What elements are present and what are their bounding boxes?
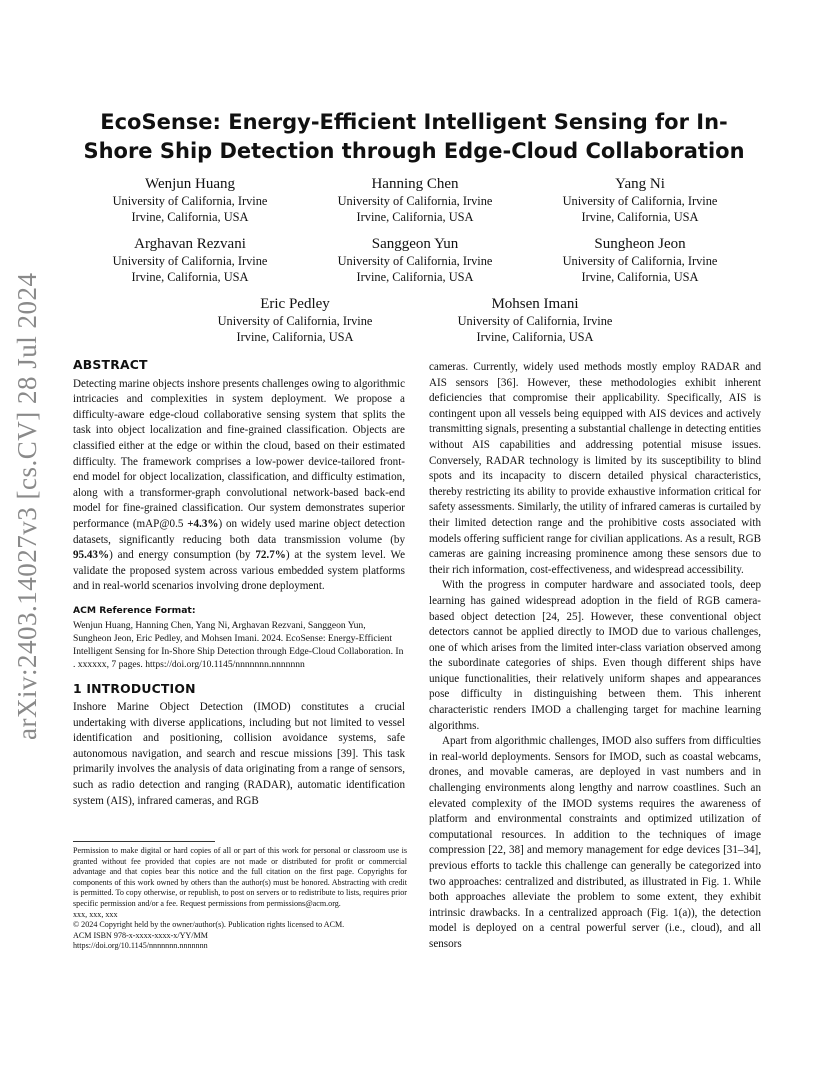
author-block <box>80 175 750 356</box>
author-card <box>530 175 750 225</box>
author-card <box>305 235 525 285</box>
author-card <box>80 235 300 285</box>
footnote-divider <box>73 841 215 842</box>
doi-line: https://doi.org/10.1145/nnnnnnn.nnnnnnn <box>73 941 208 951</box>
author-location: Irvine, California, USA <box>131 209 249 224</box>
author-location: Irvine, California, USA <box>581 269 699 284</box>
author-affiliation: University of California, Irvine <box>337 254 493 269</box>
author-card <box>425 295 645 345</box>
intro-paragraph: cameras. Currently, widely used methods mostly employ RADAR and AIS sensors [36]. However, these methodologies exhibit inherent deficiencies that compromise their applicability. Specifically, AIS is contingent upon all vessels being equipped with AIS devices and actively transmitting signals, presenting a substantial challenge in detecting entities without AIS capabilities and addressing potential misuse issues. Conversely, RADAR technology is limited by its susceptibility to blind spots and its incapacity to discern detailed physical characteristics, thereby restricting its ability to provide exhaustive information critical for safety assessments. Similarly, the utility of infrared cameras is curtailed by their limited detection range and the prohibitive costs associated with models offering sufficient range for civilian applications. As a result, RGB cameras are gaining increasing prominence among these sensors due to their rich information, cost-effectiveness, and widespread accessibility. <box>429 361 761 576</box>
arxiv-identifier: arXiv:2403.14027v3 [cs.CV] 28 Jul 2024 <box>12 272 42 740</box>
author-affiliation: University of California, Irvine <box>562 254 718 269</box>
right-column <box>429 360 761 953</box>
abstract-heading: ABSTRACT <box>73 357 148 372</box>
author-card <box>530 235 750 285</box>
author-affiliation: University of California, Irvine <box>112 194 268 208</box>
author-card <box>80 175 300 225</box>
left-column <box>73 357 405 809</box>
author-location: Irvine, California, USA <box>131 269 249 284</box>
intro-paragraph: With the progress in computer hardware and associated tools, deep learning has gained widespread adoption in the field of RGB camera-based object detection [24, 25]. However, these conventional object detectors cannot be applied directly to IMOD due to various challenges, one of which arises from the limited inter-class variation observed among the subordinate categories of ships. Even though different ships have unique functionalities, their relatively uniform shapes and appearances pose difficulty in distinguishing between them. This inherent characteristic renders IMOD a challenging target for machine learning algorithms. <box>429 579 761 732</box>
author-card <box>305 175 525 225</box>
author-name: Eric Pedley <box>260 296 330 313</box>
author-name: Mohsen Imani <box>491 296 579 313</box>
author-location: Irvine, California, USA <box>356 269 474 284</box>
map-gain: +4.3% <box>187 517 219 530</box>
intro-paragraph: Inshore Marine Object Detection (IMOD) constitutes a crucial undertaking with diverse applications, including but not limited to vessel identification and positioning, collision avoidance systems, safe autonomous navigation, and search and rescue missions [39]. This task primarily involves the analysis of data originating from a range of sensors, such as radio detection and ranging (RADAR), automatic identification system (AIS), infrared cameras, and RGB <box>73 701 405 807</box>
venue-line: xxx, xxx, xxx <box>73 909 118 919</box>
paper-title: EcoSense: Energy-Efficient Intelligent Sensing for In-Shore Ship Detection through Edge-Cloud Collaboration <box>83 110 745 163</box>
author-row <box>80 175 750 225</box>
author-location: Irvine, California, USA <box>236 329 354 344</box>
permission-notice: Permission to make digital or hard copies of all or part of this work for personal or classroom use is granted without fee provided that copies are not made or distributed for profit or commercial advantage and that copies bear this notice and the full citation on the first page. Copyrights for components of this work owned by others than the author(s) must be honored. Abstracting with credit is permitted. To copy otherwise, or republish, to post on servers or to redistribute to lists, requires prior specific permission and/or a fee. Request permissions from permissions@acm.org. <box>73 846 407 908</box>
author-name: Sanggeon Yun <box>371 236 459 253</box>
author-affiliation: University of California, Irvine <box>217 314 373 329</box>
abstract-text: Detecting marine objects inshore presents challenges owing to algorithmic intricacies and complexities in system deployment. We propose a difficulty-aware edge-cloud collaborative sensing system that splits the task into object localization and fine-grained classification. Objects are classified either at the edge or within the cloud, based on their estimated difficulty. The framework comprises a low-power device-tailored front-end model for object localization, classification, and difficulty estimation, along with a transformer-graph convolutional network-based back-end model for fine-grained classification. Our system demonstrates superior performance (mAP@0.5 +4.3%) on widely used marine object detection datasets, significantly reducing both data transmission volume (by 95.43%) and energy consumption (by 72.7%) at the system level. We validate the proposed system across various embedded system platforms and in real-world scenarios involving drone deployment. <box>73 377 406 593</box>
copyright-footnote <box>73 846 407 952</box>
author-name: Wenjun Huang <box>144 176 236 192</box>
author-row <box>80 295 750 345</box>
author-affiliation: University of California, Irvine <box>337 194 493 208</box>
author-row <box>80 235 750 285</box>
author-name: Sungheon Jeon <box>594 236 686 253</box>
transmission-reduction: 95.43% <box>73 549 110 562</box>
acm-reference-text: Wenjun Huang, Hanning Chen, Yang Ni, Arghavan Rezvani, Sanggeon Yun, Sungheon Jeon, Eric Pedley, and Mohsen Imani. 2024. EcoSense: Energy-Efficient Intelligent Sensing for In-Shore Ship Detection through Edge-Cloud Collaboration. In . xxxxxx, 7 pages. https://doi.org/10.1145/nnnnnnn.nnnnnnn <box>73 619 404 670</box>
author-name: Arghavan Rezvani <box>134 236 246 253</box>
isbn-line: ACM ISBN 978-x-xxxx-xxxx-x/YY/MM <box>73 930 208 940</box>
author-name: Hanning Chen <box>371 176 459 192</box>
author-affiliation: University of California, Irvine <box>457 314 613 329</box>
introduction-heading: 1 INTRODUCTION <box>73 680 196 696</box>
energy-reduction: 72.7% <box>255 549 286 562</box>
acm-reference-heading: ACM Reference Format: <box>73 604 196 616</box>
author-affiliation: University of California, Irvine <box>112 254 268 269</box>
author-card <box>185 295 405 345</box>
author-location: Irvine, California, USA <box>476 329 594 344</box>
author-name: Yang Ni <box>615 176 665 192</box>
author-affiliation: University of California, Irvine <box>562 194 718 208</box>
intro-paragraph: Apart from algorithmic challenges, IMOD also suffers from difficulties in real-world deployments. Sensors for IMOD, such as coastal webcams, drones, and movable cameras, are deployed in vast numbers and in challenging environments along lengthy and narrow coastlines. Such an elevated complexity of the IMOD systems requires the awareness of platform and environmental constraints and optimized utilization of computational resources. In addition to the techniques of image compression [22, 38] and memory management for edge devices [31–34], previous efforts to tackle this challenge can generally be categorized into two approaches: centralized and distributed, as illustrated in Fig. 1. While both approaches alleviate the problem to some extent, they exhibit intrinsic drawbacks. In a centralized approach (Fig. 1(a)), the detection model is deployed on a central powerful server (i.e., cloud), and all sensors <box>429 735 761 950</box>
author-location: Irvine, California, USA <box>356 209 474 224</box>
author-location: Irvine, California, USA <box>581 209 699 224</box>
copyright-line: © 2024 Copyright held by the owner/author(s). Publication rights licensed to ACM. <box>73 920 345 930</box>
